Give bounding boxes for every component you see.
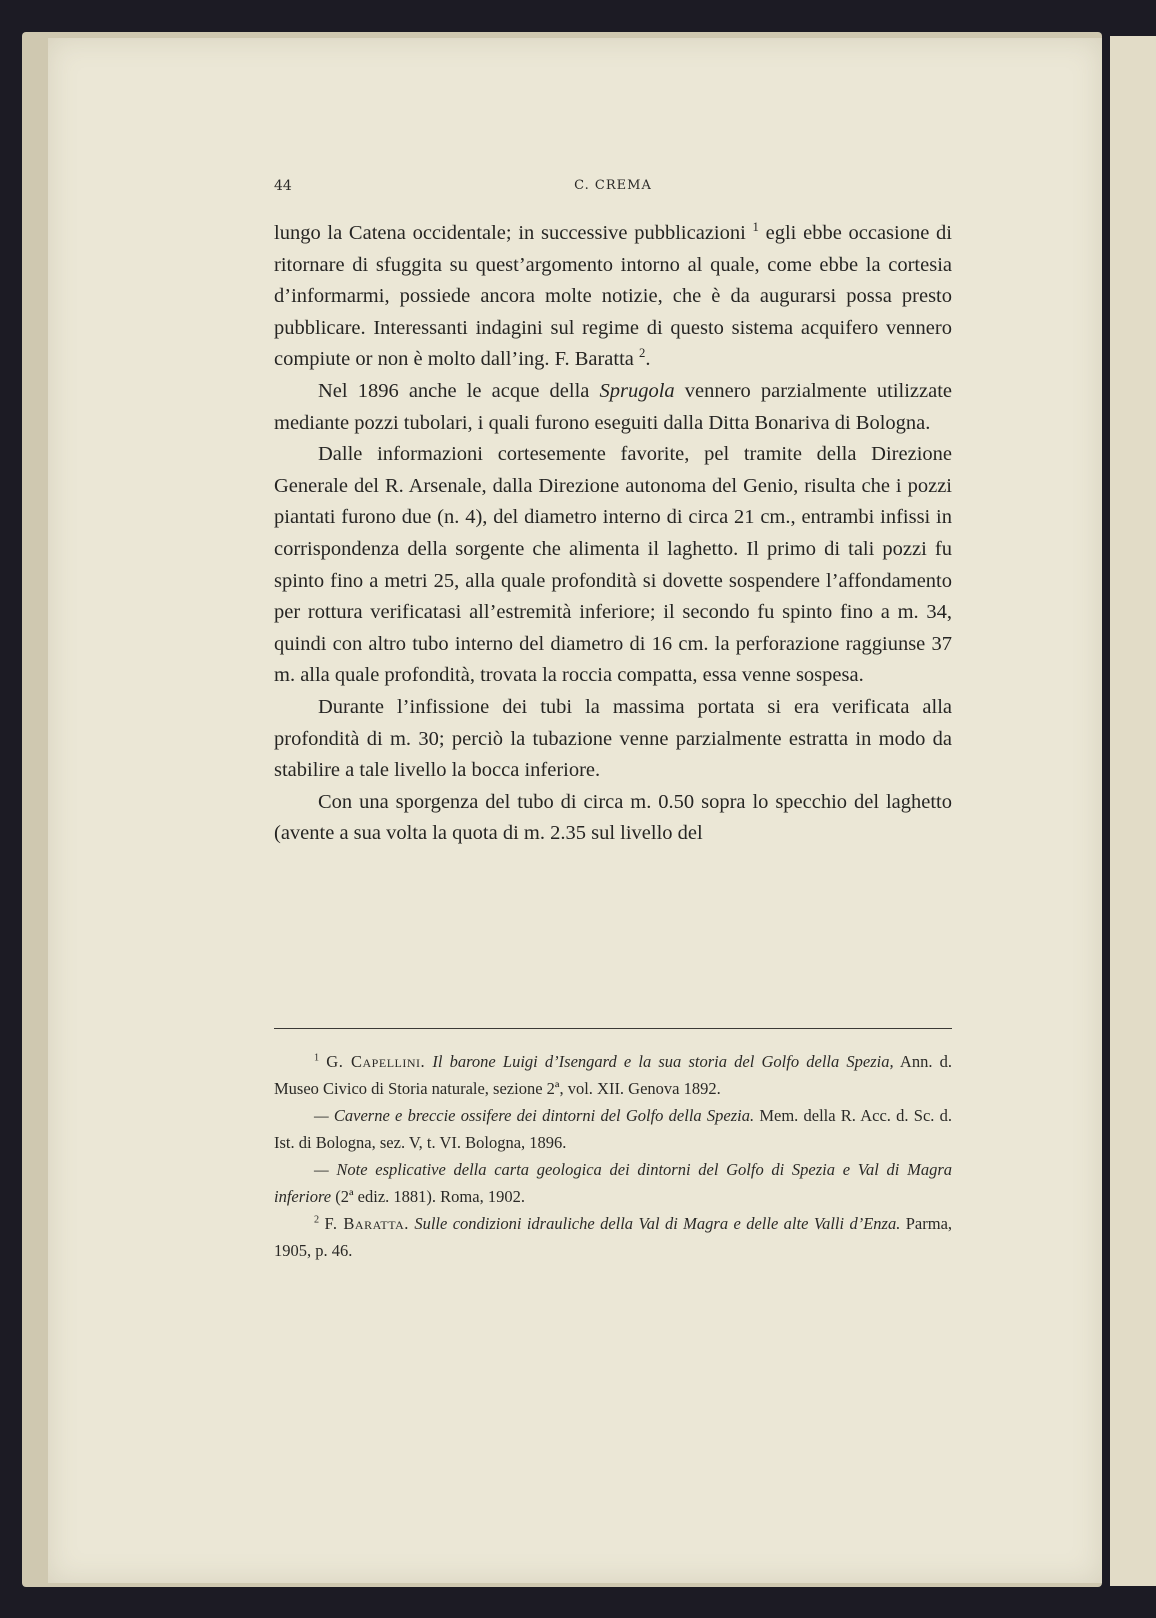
footnotes	[274, 1048, 952, 1264]
footnote-1: $^1$ G. Capellini. Il barone Luigi d’Isengard e la sua storia del Golfo della Spezia, Ann. d. Museo Civico di Storia naturale, sezione 2ª, vol. XII. Genova 1892.	[274, 1052, 952, 1098]
paragraph-1: lungo la Catena occidentale; in successive pubblicazioni $^1$ egli ebbe occasione di ritornare di sfuggita su quest’argomento intorno al quale, come ebbe la cortesia d’informarmi, possiede ancora molte notizie, che è da augurarsi possa presto pubblicare. Interessanti indagini sul regime di questo sistema acquifero vennero compiute or non è molto dall’ing. F. Baratta $^2$.	[274, 220, 953, 371]
paragraph-5: Con una sporgenza del tubo di circa m. 0.50 sopra lo specchio del laghetto (avente a sua volta la quota di m. 2.35 sul livello del	[274, 790, 952, 845]
body-text	[274, 218, 952, 850]
footnote-ref-1: 1	[752, 220, 759, 235]
running-head: C. CREMA	[574, 178, 652, 193]
paragraph-4: Durante l’infissione dei tubi la massima portata si era verificata alla profondità di m. 30; perciò la tubazione venne parzialmente estratta in modo da stabilire a tale livello la bocca inferiore.	[274, 695, 952, 782]
footnote-divider	[274, 1028, 952, 1029]
facing-page-edge	[1104, 36, 1156, 1586]
page-header	[274, 178, 952, 200]
footnote-1b: — Caverne e breccie ossifere dei dintorni del Golfo della Spezia. Mem. della R. Acc. d. Sc. d. Ist. di Bologna, sez. V, t. VI. Bologna, 1896.	[274, 1106, 952, 1152]
footnote-1c: — Note esplicative della carta geologica dei dintorni del Golfo di Spezia e Val di Magra inferiore (2ª ediz. 1881). Roma, 1902.	[274, 1160, 952, 1206]
footnote-ref-2: 2	[639, 346, 646, 361]
paragraph-2: Nel 1896 anche le acque della Sprugola vennero parzialmente utilizzate mediante pozzi tubolari, i quali furono eseguiti dalla Ditta Bonariva di Bologna.	[274, 379, 952, 434]
page-number: 44	[274, 178, 292, 194]
footnote-2: $^2$ F. Baratta. Sulle condizioni idrauliche della Val di Magra e delle alte Valli d’Enza. Parma, 1905, p. 46.	[274, 1214, 953, 1260]
paragraph-3: Dalle informazioni cortesemente favorite, pel tramite della Direzione Generale del R. Arsenale, dalla Direzione autonoma del Genio, risulta che i pozzi piantati furono due (n. 4), del diametro interno di circa 21 cm., entrambi infissi in corrispondenza della sorgente che alimenta il laghetto. Il primo di tali pozzi fu spinto fino a metri 25, alla quale profondità si dovette sospendere l’affondamento per rottura verificatasi all’estremità inferiore; il secondo fu spinto fino a m. 34, quindi con altro tubo interno del diametro di 16 cm. la perforazione raggiunse 37 m. alla quale profondità, trovata la roccia compatta, essa venne sospesa.	[274, 443, 952, 687]
